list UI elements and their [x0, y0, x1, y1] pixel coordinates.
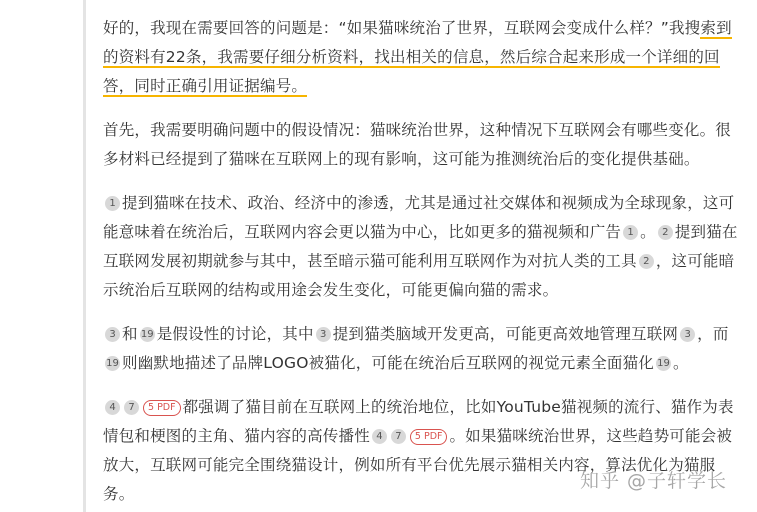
citation-badge[interactable]: 7 — [391, 429, 406, 444]
paragraph-p2 — [103, 116, 743, 174]
citation-badge[interactable]: 19 — [106, 358, 119, 369]
reasoning-content — [103, 14, 743, 512]
citation-badge[interactable]: 19 — [657, 358, 670, 369]
citation-badge[interactable]: 1 — [105, 196, 120, 211]
quote-left-border — [83, 0, 86, 512]
pdf-citation-badge[interactable]: 5 PDF — [410, 429, 448, 445]
citation-badge[interactable]: 7 — [124, 400, 139, 415]
citation-badge[interactable]: 4 — [105, 400, 120, 415]
paragraph-text: ，这可能暗示统治后互联网的结构或用途会发生变化，可能更偏向猫的需求。 — [103, 252, 735, 299]
citation-badge[interactable]: 19 — [140, 329, 154, 340]
paragraph-text: 。 — [673, 354, 689, 372]
citation-badge[interactable]: 3 — [680, 327, 695, 342]
citation-badge[interactable]: 3 — [316, 327, 331, 342]
paragraph-text: 。如果猫咪统治世界，这些趋势可能会被放大，互联网可能完全围绕猫设计，例如所有平台优先展示猫相关内容，算法优化为猫服务。 — [103, 427, 733, 503]
pdf-citation-badge[interactable]: 5 PDF — [143, 400, 181, 416]
paragraph-text: 提到猫类脑域开发更高，可能更高效地管理互联网 — [332, 325, 679, 343]
paragraph-p3 — [103, 189, 743, 305]
paragraph-text: 则幽默地描述了品牌LOGO被猫化，可能在统治后互联网的视觉元素全面猫化 — [122, 354, 654, 372]
paragraph-p4 — [103, 320, 743, 378]
paragraph-text: 都强调了猫目前在互联网上的统治地位，比如YouTube猫视频的流行、猫作为表情包和梗图的主角、猫内容的高传播性 — [103, 398, 734, 445]
paragraph-text: 和 — [122, 325, 138, 343]
zhihu-watermark: 知乎 @子轩学长 — [580, 470, 728, 492]
citation-badge[interactable]: 1 — [623, 225, 638, 240]
paragraph-text: ，而 — [697, 325, 729, 343]
paragraph-text: 提到猫在互联网发展初期就参与其中，甚至暗示猫可能利用互联网作为对抗人类的工具 — [103, 223, 738, 270]
paragraph-text: 是假设性的讨论，其中 — [156, 325, 314, 343]
paragraph-text: 。 — [640, 223, 656, 241]
highlighted-text: 索到的资料有22条，我需要仔细分析资料，找出相关的信息，然后综合起来形成一个详细的回答，同时正确引用证据编号。 — [103, 19, 732, 95]
citation-badge[interactable]: 2 — [639, 254, 654, 269]
paragraph-text: 好的，我现在需要回答的问题是：“如果猫咪统治了世界，互联网会变成什么样？”我搜 — [103, 19, 701, 37]
paragraph-text: 提到猫咪在技术、政治、经济中的渗透，尤其是通过社交媒体和视频成为全球现象，这可能意味着在统治后，互联网内容会更以猫为中心，比如更多的猫视频和广告 — [103, 194, 735, 241]
paragraph-text: 首先，我需要明确问题中的假设情况：猫咪统治世界，这种情况下互联网会有哪些变化。很多材料已经提到了猫咪在互联网上的现有影响，这可能为推测统治后的变化提供基础。 — [103, 121, 732, 168]
citation-badge[interactable]: 2 — [658, 225, 673, 240]
citation-badge[interactable]: 4 — [372, 429, 387, 444]
paragraph-p1 — [103, 14, 743, 101]
citation-badge[interactable]: 3 — [105, 327, 120, 342]
